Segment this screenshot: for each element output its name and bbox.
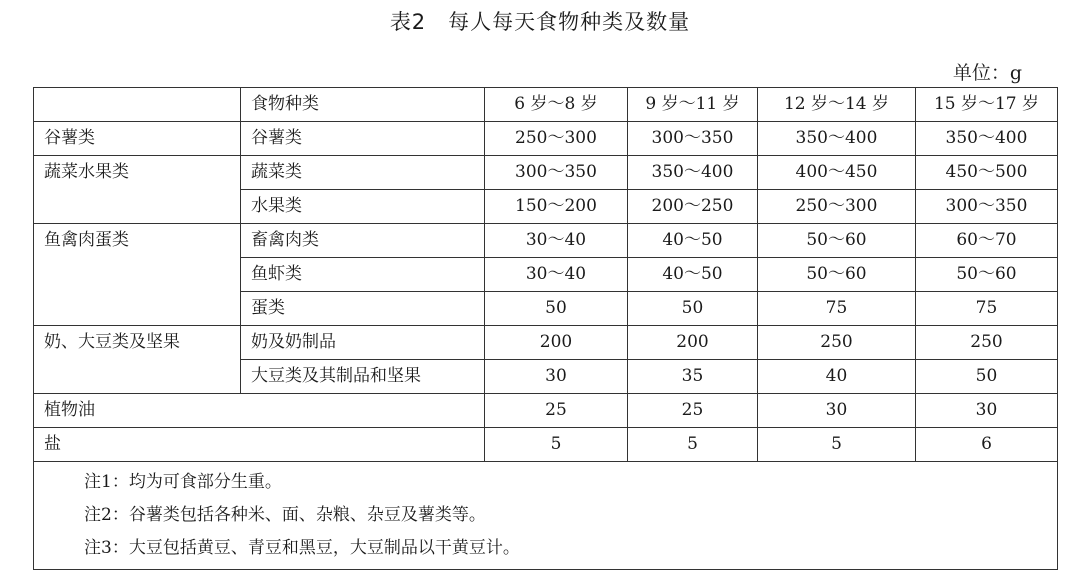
header-age-1: 6 岁～8 岁 <box>485 88 628 122</box>
food-type: 水果类 <box>241 190 485 224</box>
header-row <box>34 88 1058 122</box>
value-cell: 60～70 <box>916 224 1058 258</box>
note-1: 注1：均为可食部分生重。 <box>84 472 282 492</box>
value-cell: 300～350 <box>916 190 1058 224</box>
note-3: 注3：大豆包括黄豆、青豆和黑豆，大豆制品以干黄豆计。 <box>84 538 520 558</box>
value-cell: 50 <box>485 292 628 326</box>
value-cell: 75 <box>758 292 916 326</box>
value-cell: 50～60 <box>758 258 916 292</box>
header-age-3: 12 岁～14 岁 <box>758 88 916 122</box>
value-cell: 350～400 <box>916 122 1058 156</box>
group-label: 鱼禽肉蛋类 <box>34 224 241 326</box>
header-empty-cell <box>34 88 241 122</box>
group-label: 谷薯类 <box>34 122 241 156</box>
value-cell: 300～350 <box>628 122 758 156</box>
group-label: 奶、大豆类及坚果 <box>34 326 241 394</box>
value-cell: 400～450 <box>758 156 916 190</box>
table-row <box>34 326 1058 360</box>
group-label: 植物油 <box>34 394 485 428</box>
food-table <box>33 87 1058 570</box>
value-cell: 40 <box>758 360 916 394</box>
value-cell: 5 <box>628 428 758 462</box>
unit-label: 单位：g <box>952 62 1022 84</box>
value-cell: 5 <box>485 428 628 462</box>
value-cell: 40～50 <box>628 224 758 258</box>
value-cell: 25 <box>485 394 628 428</box>
food-type: 畜禽肉类 <box>241 224 485 258</box>
food-type: 谷薯类 <box>241 122 485 156</box>
header-food-type: 食物种类 <box>241 88 485 122</box>
table-row <box>34 394 1058 428</box>
food-type: 大豆类及其制品和坚果 <box>241 360 485 394</box>
food-type: 蔬菜类 <box>241 156 485 190</box>
food-type: 鱼虾类 <box>241 258 485 292</box>
group-label: 蔬菜水果类 <box>34 156 241 224</box>
value-cell: 30～40 <box>485 224 628 258</box>
value-cell: 200 <box>485 326 628 360</box>
table-row <box>34 428 1058 462</box>
value-cell: 250～300 <box>485 122 628 156</box>
value-cell: 200 <box>628 326 758 360</box>
value-cell: 50～60 <box>758 224 916 258</box>
value-cell: 50 <box>628 292 758 326</box>
value-cell: 150～200 <box>485 190 628 224</box>
notes-row <box>34 462 1058 570</box>
food-type: 蛋类 <box>241 292 485 326</box>
value-cell: 450～500 <box>916 156 1058 190</box>
note-2: 注2：谷薯类包括各种米、面、杂粮、杂豆及薯类等。 <box>84 505 486 525</box>
table-row <box>34 156 1058 190</box>
value-cell: 30 <box>916 394 1058 428</box>
value-cell: 30～40 <box>485 258 628 292</box>
value-cell: 35 <box>628 360 758 394</box>
group-label: 盐 <box>34 428 485 462</box>
value-cell: 25 <box>628 394 758 428</box>
value-cell: 40～50 <box>628 258 758 292</box>
header-age-2: 9 岁～11 岁 <box>628 88 758 122</box>
value-cell: 30 <box>485 360 628 394</box>
table-row <box>34 224 1058 258</box>
table-title: 表2 每人每天食物种类及数量 <box>389 10 691 34</box>
value-cell: 200～250 <box>628 190 758 224</box>
value-cell: 250～300 <box>758 190 916 224</box>
value-cell: 50～60 <box>916 258 1058 292</box>
value-cell: 5 <box>758 428 916 462</box>
value-cell: 250 <box>758 326 916 360</box>
value-cell: 30 <box>758 394 916 428</box>
food-type: 奶及奶制品 <box>241 326 485 360</box>
value-cell: 350～400 <box>758 122 916 156</box>
value-cell: 75 <box>916 292 1058 326</box>
notes-cell <box>34 462 1058 570</box>
table-row <box>34 122 1058 156</box>
value-cell: 6 <box>916 428 1058 462</box>
header-age-4: 15 岁～17 岁 <box>916 88 1058 122</box>
value-cell: 300～350 <box>485 156 628 190</box>
value-cell: 250 <box>916 326 1058 360</box>
value-cell: 50 <box>916 360 1058 394</box>
value-cell: 350～400 <box>628 156 758 190</box>
